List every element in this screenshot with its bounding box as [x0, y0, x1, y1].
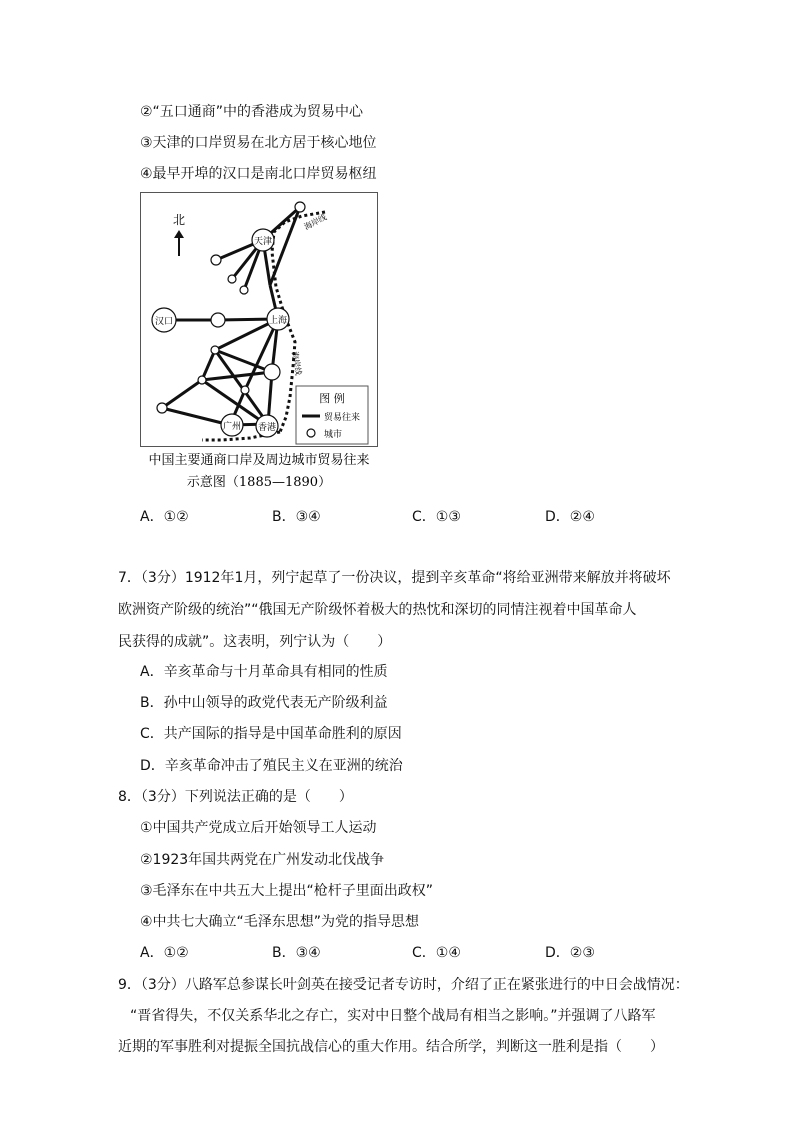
q8-option-c[interactable]: C．①④	[412, 945, 461, 961]
q8-item-3: ③毛泽东在中共五大上提出“枪杆子里面出政权”	[140, 883, 434, 899]
q6-option-b[interactable]: B．③④	[272, 509, 321, 525]
q8-option-d[interactable]: D．②③	[545, 945, 595, 961]
svg-text:香港: 香港	[257, 423, 277, 433]
svg-text:天津: 天津	[253, 237, 273, 247]
q6-options	[140, 507, 660, 527]
q7-stem-line2: 欧洲资产阶级的统治”“俄国无产阶级怀着极大的热忱和深切的同情注视着中国革命人	[118, 602, 637, 618]
q6-option-d[interactable]: D．②④	[545, 509, 595, 525]
city-guangzhou	[221, 414, 243, 436]
legend-city-icon	[307, 429, 315, 437]
trade-map-figure	[140, 192, 378, 494]
map-legend	[296, 386, 368, 444]
svg-text:广州: 广州	[222, 422, 242, 432]
q7-option-b[interactable]: B．孙中山领导的政党代表无产阶级利益	[140, 695, 388, 711]
legend-trade-label: 贸易往来	[324, 413, 361, 423]
q6-item-4: ④最早开埠的汉口是南北口岸贸易枢纽	[140, 166, 377, 182]
city-shanghai	[267, 308, 289, 330]
q7-option-d[interactable]: D．辛亥革命冲击了殖民主义在亚洲的统治	[140, 758, 403, 774]
q9-stem-line1: 9．（3分）八路军总参谋长叶剑英在接受记者专访时，介绍了正在紧张进行的中日会战情况：	[118, 977, 689, 993]
map-caption-line2: 示意图（1885—1890）	[186, 475, 332, 490]
svg-text:上海: 上海	[268, 316, 288, 326]
svg-text:汉口: 汉口	[154, 317, 174, 327]
legend-title: 图 例	[319, 392, 345, 405]
city-hankou	[152, 308, 176, 332]
q8-stem: 8．（3分）下列说法正确的是（ ）	[118, 789, 353, 805]
q7-stem-line3: 民获得的成就”。这表明，列宁认为（ ）	[118, 634, 392, 650]
q8-option-b[interactable]: B．③④	[272, 945, 321, 961]
coast-label-east: 海岸线	[290, 350, 304, 376]
q7-option-c[interactable]: C．共产国际的指导是中国革命胜利的原因	[140, 726, 402, 742]
q7-option-a[interactable]: A．辛亥革命与十月革命具有相同的性质	[140, 664, 388, 680]
legend-city-label: 城市	[324, 430, 343, 440]
q8-option-a[interactable]: A．①②	[140, 945, 189, 961]
q8-item-4: ④中共七大确立“毛泽东思想”为党的指导思想	[140, 914, 420, 930]
q7-stem-line1: 7．（3分）1912年1月，列宁起草了一份决议，提到辛亥革命“将给亚洲带来解放并将破坏	[118, 570, 671, 586]
q6-option-c[interactable]: C．①③	[412, 509, 461, 525]
city-hongkong	[256, 415, 278, 437]
city-tianjin	[252, 229, 274, 251]
q6-item-3: ③天津的口岸贸易在北方居于核心地位	[140, 135, 377, 151]
q8-item-2: ②1923年国共两党在广州发动北伐战争	[140, 852, 385, 868]
q8-options	[140, 943, 660, 963]
q9-stem-line2: “晋省得失，不仅关系华北之存亡，实对中日整个战局有相当之影响。”并强调了八路军	[130, 1008, 656, 1024]
coast-label-north: 海岸线	[302, 212, 329, 232]
q9-stem-line3: 近期的军事胜利对提振全国抗战信心的重大作用。结合所学，判断这一胜利是指（ ）	[118, 1039, 664, 1055]
q6-option-a[interactable]: A．①②	[140, 509, 189, 525]
trade-map-svg	[140, 192, 378, 494]
map-caption-line1: 中国主要通商口岸及周边城市贸易往来	[148, 453, 370, 468]
north-label: 北	[172, 213, 186, 227]
q6-item-2: ②“五口通商”中的香港成为贸易中心	[140, 104, 364, 120]
q8-item-1: ①中国共产党成立后开始领导工人运动	[140, 820, 377, 836]
